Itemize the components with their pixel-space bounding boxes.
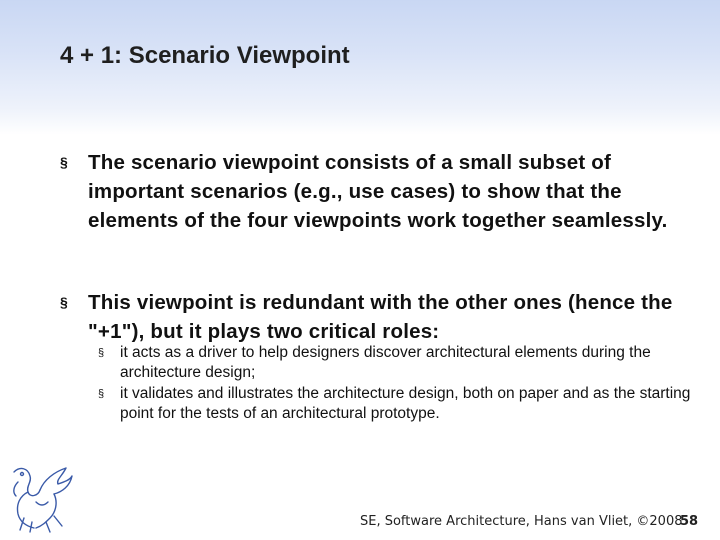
bullet-marker: § — [60, 154, 68, 170]
bullet-marker: § — [60, 294, 68, 310]
subbullet-marker: § — [98, 388, 105, 400]
bullet-scenario-viewpoint — [60, 148, 690, 235]
subbullet-driver — [98, 343, 698, 383]
griffin-logo-icon — [6, 462, 76, 534]
bullet-redundant-viewpoint — [60, 288, 690, 346]
subbullet-validates — [98, 384, 698, 424]
footer-credit: SE, Software Architecture, Hans van Vliet, ©2008 — [360, 514, 683, 529]
slide-title: 4 + 1: Scenario Viewpoint — [60, 42, 350, 69]
bullet-text: The scenario viewpoint consists of a small subset of important scenarios (e.g., use cases) to show that the elements of the four viewpoints work together seamlessly. — [88, 151, 668, 232]
subbullet-text: it validates and illustrates the architecture design, both on paper and as the starting point for the tests of an architectural prototype. — [120, 385, 691, 422]
subbullet-marker: § — [98, 347, 105, 359]
subbullet-text: it acts as a driver to help designers discover architectural elements during the architecture design; — [120, 344, 651, 381]
page-number: 58 — [680, 514, 699, 529]
bullet-text: This viewpoint is redundant with the other ones (hence the "+1"), but it plays two critical roles: — [88, 291, 673, 343]
